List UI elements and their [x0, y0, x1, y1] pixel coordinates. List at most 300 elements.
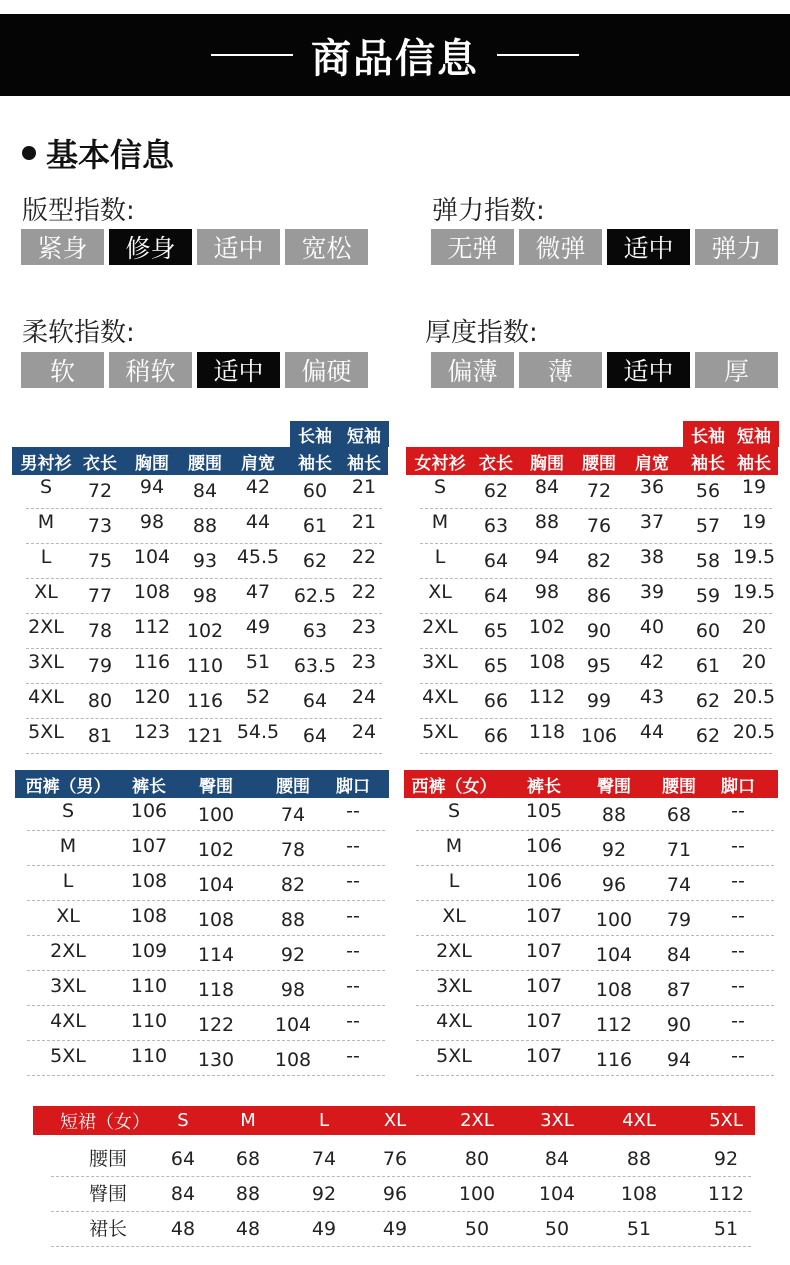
table-cell: 107: [525, 1045, 563, 1067]
table-cell: 106: [580, 725, 618, 747]
table-cell: 104: [274, 1014, 312, 1036]
table-cell: 94: [666, 1049, 692, 1071]
table-cell: 112: [707, 1183, 745, 1205]
table-cell: 42: [245, 476, 271, 498]
table-cell: --: [731, 905, 745, 927]
table-header-cell: 肩宽: [241, 453, 275, 474]
table-cell: 79: [87, 655, 113, 677]
table-header-cell: M: [240, 1110, 256, 1131]
table-cell: 66: [483, 725, 509, 747]
row-divider: [416, 935, 774, 936]
table-cell: 49: [382, 1218, 408, 1240]
table-header-cell: 脚口: [336, 776, 370, 797]
table-cell: 76: [586, 515, 612, 537]
table-cell: 80: [87, 690, 113, 712]
row-divider: [416, 1005, 774, 1006]
index-option: 稍软: [109, 352, 192, 388]
table-cell: --: [731, 870, 745, 892]
table-header-cell: 腰围: [276, 776, 310, 797]
table-cell: 59: [695, 585, 721, 607]
table-cell: 24: [351, 721, 377, 743]
table-cell: 92: [713, 1148, 739, 1170]
table-cell: 71: [666, 839, 692, 861]
table-cell: M: [37, 511, 55, 533]
table-header-cell: 袖长: [737, 453, 771, 474]
index-option: 微弹: [519, 229, 602, 265]
table-cell: 108: [528, 651, 566, 673]
table-cell: 44: [639, 721, 665, 743]
table-cell: 36: [639, 476, 665, 498]
table-cell: L: [448, 870, 460, 892]
table-header-cell: XL: [383, 1110, 407, 1131]
table-header-cell: 西裤（男）: [25, 776, 111, 797]
table-cell: 84: [170, 1183, 196, 1205]
table-cell: 92: [601, 839, 627, 861]
index-option-selected: 适中: [607, 229, 690, 265]
table-cell: 92: [280, 944, 306, 966]
table-cell: 60: [695, 620, 721, 642]
index-option: 偏薄: [431, 352, 514, 388]
table-cell: 114: [197, 944, 235, 966]
index-label: 弹力指数:: [432, 196, 545, 226]
table-cell: --: [346, 1045, 360, 1067]
table-cell: 63.5: [293, 655, 337, 677]
table-cell: 110: [130, 1045, 168, 1067]
bullet-icon: [22, 146, 36, 160]
row-divider: [416, 830, 774, 831]
table-header-cell: 短袖: [729, 421, 779, 447]
table-cell: 110: [186, 655, 224, 677]
table-cell: 47: [245, 581, 271, 603]
table-cell: 108: [130, 905, 168, 927]
table-header-cell: 女衬衫: [414, 453, 466, 474]
table-cell: 123: [133, 721, 171, 743]
table-cell: 76: [382, 1148, 408, 1170]
table-cell: 110: [130, 1010, 168, 1032]
table-cell: 82: [586, 550, 612, 572]
table-cell: 107: [525, 940, 563, 962]
section-heading: [22, 130, 174, 176]
table-cell: 37: [639, 511, 665, 533]
table-cell: 65: [483, 620, 509, 642]
table-cell: 54.5: [236, 721, 280, 743]
table-cell: 112: [528, 686, 566, 708]
table-cell: 90: [586, 620, 612, 642]
table-cell: 106: [525, 835, 563, 857]
table-cell: 106: [130, 800, 168, 822]
table-cell: 5XL: [28, 721, 64, 743]
row-divider: [26, 508, 382, 509]
table-cell: 88: [192, 515, 218, 537]
table-header-cell: 袖长: [298, 453, 332, 474]
table-cell: 22: [351, 581, 377, 603]
table-cell: 68: [666, 804, 692, 826]
table-cell: 68: [235, 1148, 261, 1170]
table-cell: 106: [525, 870, 563, 892]
table-cell: 104: [538, 1183, 576, 1205]
table-cell: 130: [197, 1049, 235, 1071]
table-cell: 100: [197, 804, 235, 826]
row-divider: [27, 1005, 385, 1006]
table-cell: 51: [713, 1218, 739, 1240]
row-divider: [420, 648, 772, 649]
table-cell: 3XL: [50, 975, 86, 997]
table-cell: 84: [666, 944, 692, 966]
table-cell: 2XL: [50, 940, 86, 962]
index-options: [21, 352, 368, 388]
table-cell: --: [731, 940, 745, 962]
row-divider: [420, 578, 772, 579]
table-cell: --: [346, 870, 360, 892]
table-cell: 57: [695, 515, 721, 537]
row-divider: [416, 900, 774, 901]
title-banner: [0, 14, 790, 96]
table-cell: 109: [130, 940, 168, 962]
table-cell: --: [346, 1010, 360, 1032]
table-cell: 108: [133, 581, 171, 603]
table-cell: 77: [87, 585, 113, 607]
table-cell: 43: [639, 686, 665, 708]
table-cell: 64: [483, 585, 509, 607]
table-cell: 66: [483, 690, 509, 712]
table-cell: 44: [245, 511, 271, 533]
table-cell: 104: [197, 874, 235, 896]
table-cell: 19.5: [732, 581, 776, 603]
table-cell: 120: [133, 686, 171, 708]
table-cell: 64: [302, 725, 328, 747]
row-divider: [416, 1075, 774, 1076]
row-divider: [26, 648, 382, 649]
table-cell: 112: [133, 616, 171, 638]
table-cell: 104: [133, 546, 171, 568]
table-cell: 49: [311, 1218, 337, 1240]
table-header-cell: 4XL: [622, 1110, 656, 1131]
table-cell: 22: [351, 546, 377, 568]
table-header-cell: 裤长: [132, 776, 166, 797]
table-cell: 108: [595, 979, 633, 1001]
table-cell: 104: [595, 944, 633, 966]
table-header-cell: 臀围: [199, 776, 233, 797]
table-cell: 108: [197, 909, 235, 931]
row-divider: [27, 1040, 385, 1041]
table-cell: 88: [601, 804, 627, 826]
table-cell: 108: [274, 1049, 312, 1071]
table-cell: 88: [534, 511, 560, 533]
table-cell: 73: [87, 515, 113, 537]
table-header-cell: 裤长: [527, 776, 561, 797]
table-cell: 99: [586, 690, 612, 712]
table-cell: --: [346, 975, 360, 997]
table-cell: 3XL: [422, 651, 458, 673]
table-header-cell: 长袖: [683, 421, 733, 447]
index-label: 厚度指数:: [425, 318, 538, 348]
table-cell: S: [433, 476, 447, 498]
row-divider: [26, 578, 382, 579]
table-cell: 64: [302, 690, 328, 712]
table-cell: 107: [525, 975, 563, 997]
table-header-cell: 长袖: [290, 421, 340, 447]
table-cell: 74: [666, 874, 692, 896]
table-cell: 5XL: [50, 1045, 86, 1067]
table-cell: XL: [34, 581, 58, 603]
row-divider: [420, 508, 772, 509]
table-cell: 118: [528, 721, 566, 743]
table-cell: 2XL: [436, 940, 472, 962]
row-divider: [26, 718, 382, 719]
table-cell: 84: [544, 1148, 570, 1170]
index-option: 薄: [519, 352, 602, 388]
table-cell: M: [59, 835, 77, 857]
table-cell: 72: [87, 480, 113, 502]
table-cell: 23: [351, 651, 377, 673]
banner-title: 商品信息: [311, 35, 479, 82]
table-cell: 63: [302, 620, 328, 642]
table-cell: 20.5: [732, 721, 776, 743]
table-cell: --: [346, 940, 360, 962]
table-cell: 62: [483, 480, 509, 502]
table-cell: 60: [302, 480, 328, 502]
table-cell: S: [39, 476, 53, 498]
table-cell: 62: [302, 550, 328, 572]
row-divider: [27, 970, 385, 971]
table-header-cell: 衣长: [83, 453, 117, 474]
table-cell: 82: [280, 874, 306, 896]
table-cell: L: [62, 870, 74, 892]
index-options: [431, 229, 778, 265]
table-cell: 2XL: [422, 616, 458, 638]
table-cell: 21: [351, 511, 377, 533]
table-cell: 98: [192, 585, 218, 607]
table-cell: 72: [586, 480, 612, 502]
table-cell: 107: [525, 1010, 563, 1032]
table-header-cell: 胸围: [135, 453, 169, 474]
table-cell: 88: [280, 909, 306, 931]
table-cell: 23: [351, 616, 377, 638]
table-cell: 19: [741, 476, 767, 498]
table-cell: 122: [197, 1014, 235, 1036]
table-cell: 45.5: [236, 546, 280, 568]
table-cell: 81: [87, 725, 113, 747]
table-cell: 108: [620, 1183, 658, 1205]
table-header-cell: 衣长: [479, 453, 513, 474]
table-cell: 98: [534, 581, 560, 603]
table-cell: --: [731, 1045, 745, 1067]
table-cell: --: [731, 800, 745, 822]
table-header-cell: 脚口: [721, 776, 755, 797]
table-header-cell: 西裤（女）: [411, 776, 497, 797]
table-cell: L: [40, 546, 52, 568]
row-divider: [420, 683, 772, 684]
table-cell: 2XL: [28, 616, 64, 638]
table-cell: 107: [525, 905, 563, 927]
table-cell: 96: [382, 1183, 408, 1205]
table-cell: 94: [534, 546, 560, 568]
row-divider: [27, 865, 385, 866]
index-option: 无弹: [431, 229, 514, 265]
table-cell: 84: [192, 480, 218, 502]
table-cell: 48: [235, 1218, 261, 1240]
table-cell: 112: [595, 1014, 633, 1036]
index-option: 弹力: [695, 229, 778, 265]
row-divider: [51, 1176, 751, 1177]
table-cell: 86: [586, 585, 612, 607]
table-cell: 19: [741, 511, 767, 533]
table-cell: 腰围: [88, 1148, 127, 1170]
table-header-cell: L: [318, 1110, 330, 1131]
table-cell: 21: [351, 476, 377, 498]
table-cell: 38: [639, 546, 665, 568]
table-header-cell: 5XL: [709, 1110, 743, 1131]
table-cell: 100: [458, 1183, 496, 1205]
table-header-cell: 肩宽: [635, 453, 669, 474]
table-cell: 80: [464, 1148, 490, 1170]
table-cell: 4XL: [28, 686, 64, 708]
table-cell: 3XL: [28, 651, 64, 673]
table-cell: --: [346, 905, 360, 927]
table-header-cell: 短裙（女）: [60, 1111, 150, 1133]
table-header-cell: 腰围: [188, 453, 222, 474]
table-cell: 39: [639, 581, 665, 603]
table-header-cell: 男衬衫: [20, 453, 72, 474]
section-title: 基本信息: [46, 136, 175, 174]
table-cell: 19.5: [732, 546, 776, 568]
table-cell: --: [346, 800, 360, 822]
row-divider: [27, 830, 385, 831]
table-cell: 100: [595, 909, 633, 931]
table-header-cell: 袖长: [691, 453, 725, 474]
row-divider: [51, 1246, 751, 1247]
table-cell: 61: [302, 515, 328, 537]
table-cell: 79: [666, 909, 692, 931]
table-cell: 臀围: [88, 1183, 127, 1205]
table-header-cell: 短袖: [339, 421, 389, 447]
table-header-cell: 2XL: [460, 1110, 494, 1131]
table-cell: 96: [601, 874, 627, 896]
index-option: 紧身: [21, 229, 104, 265]
table-cell: 74: [280, 804, 306, 826]
table-cell: 64: [483, 550, 509, 572]
table-cell: M: [431, 511, 449, 533]
row-divider: [416, 865, 774, 866]
table-cell: 102: [197, 839, 235, 861]
table-cell: 20: [741, 616, 767, 638]
table-cell: 84: [534, 476, 560, 498]
table-header-cell: 袖长: [347, 453, 381, 474]
table-cell: 裙长: [88, 1218, 127, 1240]
table-cell: 102: [186, 620, 224, 642]
table-cell: 74: [311, 1148, 337, 1170]
index-option: 软: [21, 352, 104, 388]
table-cell: 78: [280, 839, 306, 861]
table-cell: S: [447, 800, 461, 822]
table-cell: 65: [483, 655, 509, 677]
banner-left-line: [211, 54, 293, 56]
row-divider: [420, 753, 772, 754]
table-cell: 24: [351, 686, 377, 708]
table-header-cell: 胸围: [530, 453, 564, 474]
table-cell: 90: [666, 1014, 692, 1036]
table-cell: 48: [170, 1218, 196, 1240]
table-header-cell: S: [177, 1110, 189, 1131]
index-label: 版型指数:: [22, 196, 135, 226]
table-cell: --: [346, 835, 360, 857]
table-cell: 75: [87, 550, 113, 572]
table-cell: 121: [186, 725, 224, 747]
table-cell: 116: [595, 1049, 633, 1071]
table-cell: 52: [245, 686, 271, 708]
table-cell: M: [445, 835, 463, 857]
table-cell: 50: [544, 1218, 570, 1240]
table-cell: 78: [87, 620, 113, 642]
table-cell: 51: [626, 1218, 652, 1240]
row-divider: [26, 753, 382, 754]
row-divider: [416, 1040, 774, 1041]
row-divider: [26, 543, 382, 544]
index-option: 偏硬: [285, 352, 368, 388]
table-cell: 98: [280, 979, 306, 1001]
table-cell: --: [731, 975, 745, 997]
table-cell: XL: [56, 905, 80, 927]
table-cell: 58: [695, 550, 721, 572]
table-cell: S: [61, 800, 75, 822]
table-cell: 118: [197, 979, 235, 1001]
table-cell: --: [731, 835, 745, 857]
table-cell: --: [731, 1010, 745, 1032]
table-cell: L: [434, 546, 446, 568]
table-cell: 5XL: [436, 1045, 472, 1067]
table-header-cell: 腰围: [662, 776, 696, 797]
table-cell: 3XL: [436, 975, 472, 997]
table-cell: 88: [235, 1183, 261, 1205]
index-options: [21, 229, 368, 265]
row-divider: [51, 1211, 751, 1212]
table-cell: 102: [528, 616, 566, 638]
table-cell: 49: [245, 616, 271, 638]
table-cell: 87: [666, 979, 692, 1001]
table-cell: 105: [525, 800, 563, 822]
table-cell: 95: [586, 655, 612, 677]
table-cell: 62: [695, 690, 721, 712]
table-cell: 108: [130, 870, 168, 892]
row-divider: [27, 1075, 385, 1076]
table-cell: 62.5: [293, 585, 337, 607]
table-cell: 62: [695, 725, 721, 747]
index-label: 柔软指数:: [22, 318, 135, 348]
table-cell: 88: [626, 1148, 652, 1170]
table-cell: 51: [245, 651, 271, 673]
banner-right-line: [497, 54, 579, 56]
row-divider: [420, 613, 772, 614]
table-cell: 107: [130, 835, 168, 857]
row-divider: [27, 900, 385, 901]
table-cell: 42: [639, 651, 665, 673]
table-header-cell: 3XL: [540, 1110, 574, 1131]
table-cell: 40: [639, 616, 665, 638]
index-option-selected: 适中: [607, 352, 690, 388]
row-divider: [26, 613, 382, 614]
index-option: 适中: [197, 229, 280, 265]
index-option-selected: 修身: [109, 229, 192, 265]
table-cell: XL: [428, 581, 452, 603]
table-cell: 20.5: [732, 686, 776, 708]
table-cell: 94: [139, 476, 165, 498]
table-cell: XL: [442, 905, 466, 927]
table-cell: 50: [464, 1218, 490, 1240]
table-cell: 4XL: [50, 1010, 86, 1032]
table-cell: 116: [186, 690, 224, 712]
row-divider: [420, 543, 772, 544]
row-divider: [420, 718, 772, 719]
